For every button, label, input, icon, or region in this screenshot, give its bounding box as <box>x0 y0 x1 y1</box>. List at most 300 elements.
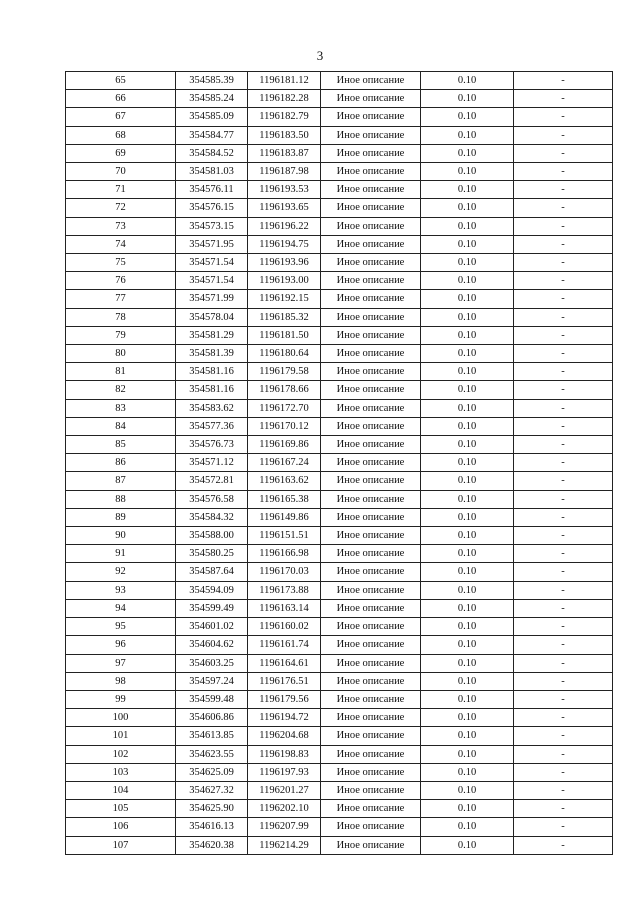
table-row <box>66 181 613 199</box>
description-cell: Иное описание <box>321 199 421 217</box>
x-coordinate-cell: 354573.15 <box>176 217 248 235</box>
point-number-cell: 70 <box>66 163 176 181</box>
x-coordinate-cell: 354571.99 <box>176 290 248 308</box>
note-cell: - <box>514 599 613 617</box>
description-cell: Иное описание <box>321 490 421 508</box>
point-number-cell: 97 <box>66 654 176 672</box>
table-row <box>66 527 613 545</box>
description-cell: Иное описание <box>321 654 421 672</box>
table-row <box>66 636 613 654</box>
table-row <box>66 290 613 308</box>
table-row <box>66 235 613 253</box>
y-coordinate-cell: 1196169.86 <box>248 436 321 454</box>
x-coordinate-cell: 354576.11 <box>176 181 248 199</box>
note-cell: - <box>514 345 613 363</box>
page-number: 3 <box>316 48 324 63</box>
table-row <box>66 436 613 454</box>
table-row <box>66 727 613 745</box>
accuracy-cell: 0.10 <box>421 581 514 599</box>
accuracy-cell: 0.10 <box>421 545 514 563</box>
description-cell: Иное описание <box>321 636 421 654</box>
x-coordinate-cell: 354601.02 <box>176 618 248 636</box>
accuracy-cell: 0.10 <box>421 436 514 454</box>
accuracy-cell: 0.10 <box>421 454 514 472</box>
description-cell: Иное описание <box>321 345 421 363</box>
table-row <box>66 545 613 563</box>
accuracy-cell: 0.10 <box>421 254 514 272</box>
accuracy-cell: 0.10 <box>421 417 514 435</box>
y-coordinate-cell: 1196207.99 <box>248 818 321 836</box>
point-number-cell: 73 <box>66 217 176 235</box>
note-cell: - <box>514 508 613 526</box>
description-cell: Иное описание <box>321 545 421 563</box>
note-cell: - <box>514 709 613 727</box>
note-cell: - <box>514 763 613 781</box>
y-coordinate-cell: 1196181.12 <box>248 72 321 90</box>
accuracy-cell: 0.10 <box>421 763 514 781</box>
description-cell: Иное описание <box>321 599 421 617</box>
x-coordinate-cell: 354606.86 <box>176 709 248 727</box>
y-coordinate-cell: 1196192.15 <box>248 290 321 308</box>
table-row <box>66 672 613 690</box>
y-coordinate-cell: 1196214.29 <box>248 836 321 854</box>
x-coordinate-cell: 354571.12 <box>176 454 248 472</box>
note-cell: - <box>514 472 613 490</box>
point-number-cell: 75 <box>66 254 176 272</box>
note-cell: - <box>514 254 613 272</box>
description-cell: Иное описание <box>321 181 421 199</box>
point-number-cell: 74 <box>66 235 176 253</box>
description-cell: Иное описание <box>321 326 421 344</box>
description-cell: Иное описание <box>321 417 421 435</box>
y-coordinate-cell: 1196183.87 <box>248 144 321 162</box>
description-cell: Иное описание <box>321 381 421 399</box>
x-coordinate-cell: 354585.39 <box>176 72 248 90</box>
description-cell: Иное описание <box>321 235 421 253</box>
description-cell: Иное описание <box>321 709 421 727</box>
accuracy-cell: 0.10 <box>421 126 514 144</box>
table-row <box>66 818 613 836</box>
table-row <box>66 563 613 581</box>
y-coordinate-cell: 1196193.96 <box>248 254 321 272</box>
accuracy-cell: 0.10 <box>421 490 514 508</box>
note-cell: - <box>514 618 613 636</box>
description-cell: Иное описание <box>321 454 421 472</box>
accuracy-cell: 0.10 <box>421 690 514 708</box>
point-number-cell: 81 <box>66 363 176 381</box>
coordinates-table <box>65 71 613 855</box>
accuracy-cell: 0.10 <box>421 290 514 308</box>
note-cell: - <box>514 72 613 90</box>
point-number-cell: 99 <box>66 690 176 708</box>
y-coordinate-cell: 1196163.62 <box>248 472 321 490</box>
note-cell: - <box>514 636 613 654</box>
description-cell: Иное описание <box>321 763 421 781</box>
point-number-cell: 77 <box>66 290 176 308</box>
y-coordinate-cell: 1196178.66 <box>248 381 321 399</box>
accuracy-cell: 0.10 <box>421 163 514 181</box>
point-number-cell: 93 <box>66 581 176 599</box>
point-number-cell: 106 <box>66 818 176 836</box>
note-cell: - <box>514 181 613 199</box>
point-number-cell: 78 <box>66 308 176 326</box>
note-cell: - <box>514 745 613 763</box>
x-coordinate-cell: 354577.36 <box>176 417 248 435</box>
table-row <box>66 308 613 326</box>
table-row <box>66 599 613 617</box>
point-number-cell: 72 <box>66 199 176 217</box>
point-number-cell: 96 <box>66 636 176 654</box>
table-row <box>66 654 613 672</box>
note-cell: - <box>514 800 613 818</box>
accuracy-cell: 0.10 <box>421 72 514 90</box>
accuracy-cell: 0.10 <box>421 235 514 253</box>
point-number-cell: 66 <box>66 90 176 108</box>
description-cell: Иное описание <box>321 581 421 599</box>
point-number-cell: 80 <box>66 345 176 363</box>
point-number-cell: 65 <box>66 72 176 90</box>
table-row <box>66 363 613 381</box>
y-coordinate-cell: 1196181.50 <box>248 326 321 344</box>
x-coordinate-cell: 354613.85 <box>176 727 248 745</box>
note-cell: - <box>514 126 613 144</box>
description-cell: Иное описание <box>321 308 421 326</box>
description-cell: Иное описание <box>321 272 421 290</box>
note-cell: - <box>514 290 613 308</box>
x-coordinate-cell: 354616.13 <box>176 818 248 836</box>
description-cell: Иное описание <box>321 618 421 636</box>
accuracy-cell: 0.10 <box>421 399 514 417</box>
y-coordinate-cell: 1196182.28 <box>248 90 321 108</box>
table-row <box>66 581 613 599</box>
description-cell: Иное описание <box>321 126 421 144</box>
x-coordinate-cell: 354581.16 <box>176 381 248 399</box>
note-cell: - <box>514 672 613 690</box>
description-cell: Иное описание <box>321 399 421 417</box>
y-coordinate-cell: 1196161.74 <box>248 636 321 654</box>
accuracy-cell: 0.10 <box>421 727 514 745</box>
note-cell: - <box>514 326 613 344</box>
table-row <box>66 144 613 162</box>
x-coordinate-cell: 354571.95 <box>176 235 248 253</box>
y-coordinate-cell: 1196180.64 <box>248 345 321 363</box>
accuracy-cell: 0.10 <box>421 818 514 836</box>
point-number-cell: 89 <box>66 508 176 526</box>
x-coordinate-cell: 354623.55 <box>176 745 248 763</box>
x-coordinate-cell: 354583.62 <box>176 399 248 417</box>
note-cell: - <box>514 163 613 181</box>
note-cell: - <box>514 235 613 253</box>
description-cell: Иное описание <box>321 108 421 126</box>
description-cell: Иное описание <box>321 781 421 799</box>
note-cell: - <box>514 690 613 708</box>
table-row <box>66 272 613 290</box>
point-number-cell: 95 <box>66 618 176 636</box>
accuracy-cell: 0.10 <box>421 709 514 727</box>
description-cell: Иное описание <box>321 836 421 854</box>
note-cell: - <box>514 108 613 126</box>
table-row <box>66 763 613 781</box>
x-coordinate-cell: 354584.32 <box>176 508 248 526</box>
point-number-cell: 105 <box>66 800 176 818</box>
y-coordinate-cell: 1196183.50 <box>248 126 321 144</box>
accuracy-cell: 0.10 <box>421 272 514 290</box>
x-coordinate-cell: 354620.38 <box>176 836 248 854</box>
y-coordinate-cell: 1196193.00 <box>248 272 321 290</box>
table-row <box>66 126 613 144</box>
x-coordinate-cell: 354580.25 <box>176 545 248 563</box>
x-coordinate-cell: 354584.77 <box>176 126 248 144</box>
x-coordinate-cell: 354581.39 <box>176 345 248 363</box>
point-number-cell: 103 <box>66 763 176 781</box>
y-coordinate-cell: 1196193.53 <box>248 181 321 199</box>
table-row <box>66 709 613 727</box>
accuracy-cell: 0.10 <box>421 472 514 490</box>
x-coordinate-cell: 354584.52 <box>176 144 248 162</box>
note-cell: - <box>514 727 613 745</box>
x-coordinate-cell: 354578.04 <box>176 308 248 326</box>
y-coordinate-cell: 1196196.22 <box>248 217 321 235</box>
note-cell: - <box>514 527 613 545</box>
x-coordinate-cell: 354599.48 <box>176 690 248 708</box>
accuracy-cell: 0.10 <box>421 108 514 126</box>
point-number-cell: 87 <box>66 472 176 490</box>
y-coordinate-cell: 1196173.88 <box>248 581 321 599</box>
x-coordinate-cell: 354576.73 <box>176 436 248 454</box>
note-cell: - <box>514 436 613 454</box>
note-cell: - <box>514 144 613 162</box>
y-coordinate-cell: 1196149.86 <box>248 508 321 526</box>
x-coordinate-cell: 354627.32 <box>176 781 248 799</box>
x-coordinate-cell: 354576.58 <box>176 490 248 508</box>
table-row <box>66 417 613 435</box>
note-cell: - <box>514 563 613 581</box>
note-cell: - <box>514 654 613 672</box>
y-coordinate-cell: 1196166.98 <box>248 545 321 563</box>
table-row <box>66 399 613 417</box>
description-cell: Иное описание <box>321 800 421 818</box>
accuracy-cell: 0.10 <box>421 363 514 381</box>
x-coordinate-cell: 354604.62 <box>176 636 248 654</box>
accuracy-cell: 0.10 <box>421 672 514 690</box>
x-coordinate-cell: 354585.09 <box>176 108 248 126</box>
table-row <box>66 345 613 363</box>
description-cell: Иное описание <box>321 563 421 581</box>
description-cell: Иное описание <box>321 72 421 90</box>
x-coordinate-cell: 354625.09 <box>176 763 248 781</box>
accuracy-cell: 0.10 <box>421 654 514 672</box>
x-coordinate-cell: 354572.81 <box>176 472 248 490</box>
accuracy-cell: 0.10 <box>421 599 514 617</box>
description-cell: Иное описание <box>321 672 421 690</box>
x-coordinate-cell: 354597.24 <box>176 672 248 690</box>
accuracy-cell: 0.10 <box>421 308 514 326</box>
y-coordinate-cell: 1196202.10 <box>248 800 321 818</box>
note-cell: - <box>514 272 613 290</box>
note-cell: - <box>514 818 613 836</box>
y-coordinate-cell: 1196193.65 <box>248 199 321 217</box>
table-row <box>66 217 613 235</box>
note-cell: - <box>514 417 613 435</box>
accuracy-cell: 0.10 <box>421 800 514 818</box>
y-coordinate-cell: 1196179.58 <box>248 363 321 381</box>
x-coordinate-cell: 354594.09 <box>176 581 248 599</box>
table-row <box>66 108 613 126</box>
description-cell: Иное описание <box>321 90 421 108</box>
x-coordinate-cell: 354587.64 <box>176 563 248 581</box>
note-cell: - <box>514 836 613 854</box>
y-coordinate-cell: 1196194.72 <box>248 709 321 727</box>
point-number-cell: 76 <box>66 272 176 290</box>
note-cell: - <box>514 381 613 399</box>
point-number-cell: 84 <box>66 417 176 435</box>
note-cell: - <box>514 490 613 508</box>
description-cell: Иное описание <box>321 727 421 745</box>
y-coordinate-cell: 1196198.83 <box>248 745 321 763</box>
description-cell: Иное описание <box>321 745 421 763</box>
table-row <box>66 90 613 108</box>
y-coordinate-cell: 1196197.93 <box>248 763 321 781</box>
y-coordinate-cell: 1196179.56 <box>248 690 321 708</box>
x-coordinate-cell: 354571.54 <box>176 272 248 290</box>
description-cell: Иное описание <box>321 690 421 708</box>
x-coordinate-cell: 354599.49 <box>176 599 248 617</box>
point-number-cell: 107 <box>66 836 176 854</box>
y-coordinate-cell: 1196163.14 <box>248 599 321 617</box>
accuracy-cell: 0.10 <box>421 618 514 636</box>
table-row <box>66 690 613 708</box>
description-cell: Иное описание <box>321 527 421 545</box>
note-cell: - <box>514 90 613 108</box>
note-cell: - <box>514 399 613 417</box>
x-coordinate-cell: 354603.25 <box>176 654 248 672</box>
y-coordinate-cell: 1196165.38 <box>248 490 321 508</box>
y-coordinate-cell: 1196170.03 <box>248 563 321 581</box>
table-row <box>66 745 613 763</box>
point-number-cell: 94 <box>66 599 176 617</box>
accuracy-cell: 0.10 <box>421 199 514 217</box>
description-cell: Иное описание <box>321 254 421 272</box>
x-coordinate-cell: 354588.00 <box>176 527 248 545</box>
description-cell: Иное описание <box>321 144 421 162</box>
point-number-cell: 104 <box>66 781 176 799</box>
table-row <box>66 72 613 90</box>
accuracy-cell: 0.10 <box>421 636 514 654</box>
description-cell: Иное описание <box>321 508 421 526</box>
point-number-cell: 90 <box>66 527 176 545</box>
x-coordinate-cell: 354585.24 <box>176 90 248 108</box>
y-coordinate-cell: 1196164.61 <box>248 654 321 672</box>
description-cell: Иное описание <box>321 436 421 454</box>
point-number-cell: 88 <box>66 490 176 508</box>
table-row <box>66 199 613 217</box>
coordinates-table-body <box>66 72 613 855</box>
x-coordinate-cell: 354581.29 <box>176 326 248 344</box>
point-number-cell: 100 <box>66 709 176 727</box>
note-cell: - <box>514 363 613 381</box>
table-row <box>66 381 613 399</box>
table-row <box>66 472 613 490</box>
description-cell: Иное описание <box>321 363 421 381</box>
description-cell: Иное описание <box>321 818 421 836</box>
accuracy-cell: 0.10 <box>421 563 514 581</box>
table-row <box>66 254 613 272</box>
note-cell: - <box>514 454 613 472</box>
y-coordinate-cell: 1196194.75 <box>248 235 321 253</box>
point-number-cell: 82 <box>66 381 176 399</box>
table-row <box>66 800 613 818</box>
point-number-cell: 69 <box>66 144 176 162</box>
x-coordinate-cell: 354581.16 <box>176 363 248 381</box>
y-coordinate-cell: 1196176.51 <box>248 672 321 690</box>
x-coordinate-cell: 354581.03 <box>176 163 248 181</box>
accuracy-cell: 0.10 <box>421 836 514 854</box>
description-cell: Иное описание <box>321 472 421 490</box>
accuracy-cell: 0.10 <box>421 326 514 344</box>
point-number-cell: 68 <box>66 126 176 144</box>
accuracy-cell: 0.10 <box>421 181 514 199</box>
point-number-cell: 83 <box>66 399 176 417</box>
point-number-cell: 79 <box>66 326 176 344</box>
y-coordinate-cell: 1196187.98 <box>248 163 321 181</box>
x-coordinate-cell: 354576.15 <box>176 199 248 217</box>
accuracy-cell: 0.10 <box>421 345 514 363</box>
note-cell: - <box>514 545 613 563</box>
y-coordinate-cell: 1196167.24 <box>248 454 321 472</box>
note-cell: - <box>514 217 613 235</box>
table-row <box>66 836 613 854</box>
y-coordinate-cell: 1196185.32 <box>248 308 321 326</box>
point-number-cell: 91 <box>66 545 176 563</box>
table-row <box>66 781 613 799</box>
accuracy-cell: 0.10 <box>421 144 514 162</box>
x-coordinate-cell: 354625.90 <box>176 800 248 818</box>
accuracy-cell: 0.10 <box>421 508 514 526</box>
table-row <box>66 508 613 526</box>
point-number-cell: 86 <box>66 454 176 472</box>
point-number-cell: 102 <box>66 745 176 763</box>
accuracy-cell: 0.10 <box>421 381 514 399</box>
y-coordinate-cell: 1196160.02 <box>248 618 321 636</box>
note-cell: - <box>514 581 613 599</box>
y-coordinate-cell: 1196151.51 <box>248 527 321 545</box>
y-coordinate-cell: 1196201.27 <box>248 781 321 799</box>
point-number-cell: 101 <box>66 727 176 745</box>
description-cell: Иное описание <box>321 217 421 235</box>
point-number-cell: 71 <box>66 181 176 199</box>
y-coordinate-cell: 1196172.70 <box>248 399 321 417</box>
table-row <box>66 163 613 181</box>
accuracy-cell: 0.10 <box>421 745 514 763</box>
table-row <box>66 490 613 508</box>
note-cell: - <box>514 199 613 217</box>
table-row <box>66 618 613 636</box>
point-number-cell: 67 <box>66 108 176 126</box>
point-number-cell: 98 <box>66 672 176 690</box>
point-number-cell: 92 <box>66 563 176 581</box>
description-cell: Иное описание <box>321 163 421 181</box>
note-cell: - <box>514 781 613 799</box>
x-coordinate-cell: 354571.54 <box>176 254 248 272</box>
y-coordinate-cell: 1196204.68 <box>248 727 321 745</box>
note-cell: - <box>514 308 613 326</box>
point-number-cell: 85 <box>66 436 176 454</box>
accuracy-cell: 0.10 <box>421 781 514 799</box>
y-coordinate-cell: 1196182.79 <box>248 108 321 126</box>
accuracy-cell: 0.10 <box>421 90 514 108</box>
y-coordinate-cell: 1196170.12 <box>248 417 321 435</box>
description-cell: Иное описание <box>321 290 421 308</box>
